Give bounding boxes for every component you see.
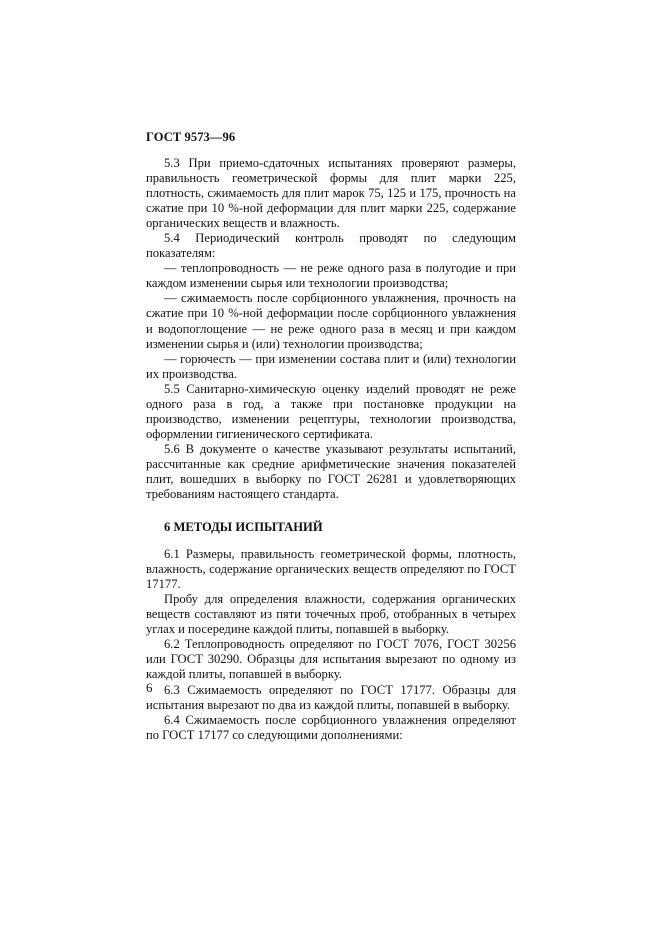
list-item-thermal-conductivity: — теплопроводность — не реже одного раза в полугодие и при каждом изменении сырья или технологии производства; (146, 261, 516, 291)
paragraph-5-4: 5.4 Периодический контроль проводят по следующим показателям: (146, 231, 516, 261)
paragraph-sample: Пробу для определения влажности, содержания органических веществ составляют из пяти точечных проб, отобранных в четырех углах и посередине каждой плиты, попавшей в выборку. (146, 592, 516, 637)
document-header: ГОСТ 9573—96 (146, 130, 236, 144)
document-body (146, 156, 516, 743)
paragraph-6-3: 6.3 Сжимаемость определяют по ГОСТ 17177. Образцы для испытания вырезают по два из каждой плиты, попавшей в выборку. (146, 682, 516, 712)
list-item-compressibility: — сжимаемость после сорбционного увлажнения, прочность на сжатие при 10 %-ной деформации после сорбционного увлажнения и водопоглощение — не реже одного раза в месяц и при каждом изменении сырья и (или) технологии производства; (146, 291, 516, 351)
section-title: 6 МЕТОДЫ ИСПЫТАНИЙ (164, 520, 323, 535)
paragraph-6-2: 6.2 Теплопроводность определяют по ГОСТ 7076, ГОСТ 30256 или ГОСТ 30290. Образцы для испытания вырезают по одному из каждой плиты, попавшей в выборку. (146, 637, 516, 682)
paragraph-6-4: 6.4 Сжимаемость после сорбционного увлажнения определяют по ГОСТ 17177 со следующими дополнениями: (146, 712, 516, 742)
paragraph-5-5: 5.5 Санитарно-химическую оценку изделий проводят не реже одного раза в год, а также при постановке продукции на производство, изменении рецептуры, технологии производства, оформлении гигиенического сертификата. (146, 381, 516, 441)
page-number: 6 (146, 680, 153, 695)
paragraph-6-1: 6.1 Размеры, правильность геометрической формы, плотность, влажность, содержание органических веществ определяют по ГОСТ 17177. (146, 547, 516, 592)
list-item-flammability: — горючесть — при изменении состава плит и (или) технологии их производства. (146, 351, 516, 381)
paragraph-5-6: 5.6 В документе о качестве указывают результаты испытаний, рассчитанные как средние арифметические значения показателей плит, вошедших в выборку по ГОСТ 26281 и удовлетворяющих требованиям настоящего стандарта. (146, 441, 516, 502)
paragraph-5-3: 5.3 При приемо-сдаточных испытаниях проверяют размеры, правильность геометрической формы для плит марки 225, плотность, сжимаемость для плит марок 75, 125 и 175, прочность на сжатие при 10 %-ной деформации для плит марки 225, содержание органических веществ и влажность. (146, 156, 516, 231)
